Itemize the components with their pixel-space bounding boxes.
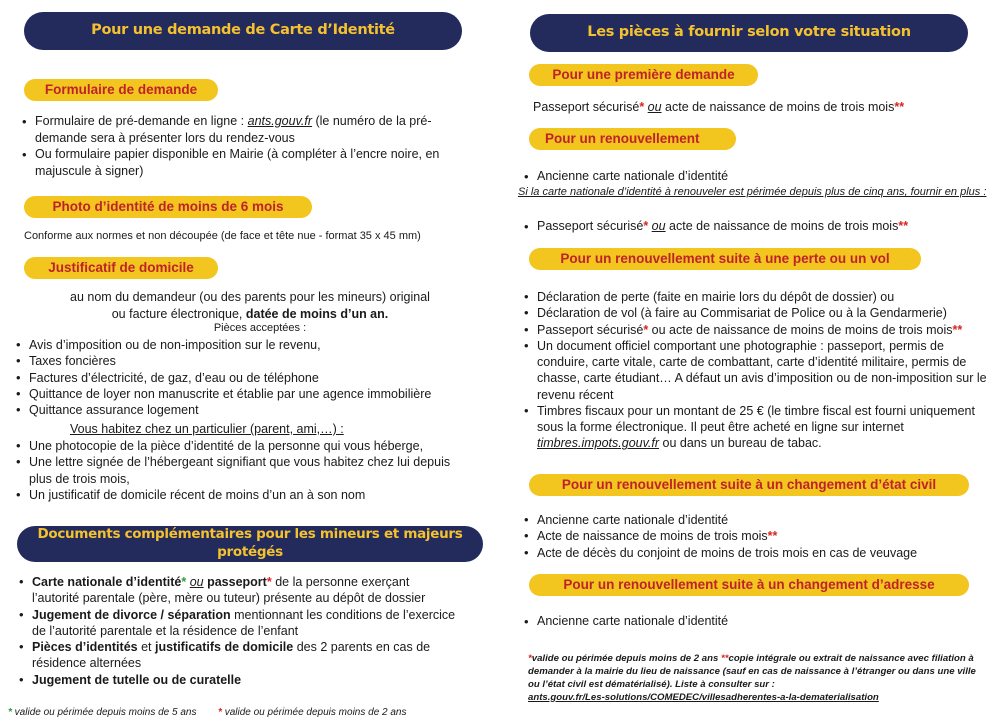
timbres-link[interactable]: timbres.impots.gouv.fr [537,436,660,451]
civil-list [522,512,992,561]
list-item: • Timbres fiscaux pour un montant de 25 € (le timbre fiscal est fourni uniquement sous la forme électronique. Il peut être acheté en ligne sur internet timbres.impots.gouv.fr ou dans un bureau de tabac. [522,403,992,452]
accepted-label: Pièces acceptées : [213,322,307,334]
perte-title: Pour un renouvellement suite à une perte ou un vol [529,248,921,270]
domicile-list [14,337,484,418]
premiere-text: Passeport sécurisé* ou acte de naissance de moins de trois mois** [533,100,905,114]
renouv-list [522,168,982,185]
list-item: • Une lettre signée de l’hébergeant signifiant que vous habitez chez lui depuis plus de trois mois, [14,454,459,487]
formulaire-list [20,113,460,179]
list-item: • Carte nationale d’identité* ou passeport* de la personne exerçant l’autorité parentale (père, mère ou tuteur) présente au dépôt de dossier [17,574,457,607]
adresse-title: Pour un renouvellement suite à un changement d’adresse [529,574,969,596]
chez-list [14,438,459,503]
list-item: • Passeport sécurisé* ou acte de naissance de moins de trois mois** [522,218,992,235]
list-item: • Passeport sécurisé* ou acte de naissance de moins de moins de trois mois** [522,322,992,338]
domicile-intro: au nom du demandeur (ou des parents pour les mineurs) original ou facture électronique, datée de moins d’un an. [70,290,430,321]
list-item: • Ancienne carte nationale d’identité [522,613,992,630]
comedec-link[interactable]: ants.gouv.fr/Les-solutions/COMEDEC/villesadherentes-a-la-dematerialisation [528,691,879,703]
list-item: • Un justificatif de domicile récent de moins d’un an à son nom [14,487,459,503]
list-item: • Factures d’électricité, de gaz, d’eau ou de téléphone [14,370,484,386]
left-footnote: * valide ou périmée depuis moins de 5 ans * valide ou périmée depuis moins de 2 ans [8,707,407,718]
complementaires-list [17,574,457,688]
list-item: • Pièces d’identités et justificatifs de domicile des 2 parents en cas de résidence alternées [17,639,457,672]
list-item: • Ancienne carte nationale d’identité [522,168,982,185]
list-item: • Quittance de loyer non manuscrite et établie par une agence immobilière [14,386,484,402]
list-item: • Formulaire de pré-demande en ligne : ants.gouv.fr (le numéro de la pré-demande sera à présenter lors du rendez-vous [20,113,460,146]
left-header: Pour une demande de Carte d’Identité [24,12,462,50]
civil-title: Pour un renouvellement suite à un changement d’état civil [529,474,969,496]
list-item: • Ancienne carte nationale d’identité [522,512,992,528]
right-footnote: *valide ou périmée depuis moins de 2 ans **copie intégrale ou extrait de naissance avec filiation à demander à la mairie du lieu de naissance (sauf en cas de naissance à l’étranger ou dans une ville ou l’état civil est dématérialisé). Liste à consulter sur : ants.gouv.fr/Les-solutions/COMEDEC/villesadherentes-a-la-dematerialisation [528,653,986,705]
list-item: • Jugement de divorce / séparation mentionnant les conditions de l’exercice de l’autorité parentale et la résidence de l’enfant [17,607,457,640]
list-item: • Une photocopie de la pièce d’identité de la personne qui vous héberge, [14,438,459,454]
list-item: • Acte de décès du conjoint de moins de trois mois en cas de veuvage [522,545,992,561]
renouv-list-2 [522,218,992,235]
premiere-title: Pour une première demande [529,64,758,86]
list-item: • Un document officiel comportant une photographie : passeport, permis de conduire, carte vitale, carte de combattant, carte d’identité militaire, permis de chasse, carte étudiant… A défaut un avis d’imposition ou de non-imposition sur le revenu récent [522,338,992,403]
formulaire-title: Formulaire de demande [24,79,218,101]
list-item: • Jugement de tutelle ou de curatelle [17,672,457,688]
photo-title: Photo d’identité de moins de 6 mois [24,196,312,218]
renouv-title: Pour un renouvellement [529,128,736,150]
ants-link[interactable]: ants.gouv.fr [247,114,313,128]
chez-particulier: Vous habitez chez un particulier (parent, ami,…) : [70,422,344,436]
perte-list [522,289,992,452]
complementaires-header: Documents complémentaires pour les mineurs et majeurs protégés [17,526,483,562]
list-item: • Ou formulaire papier disponible en Mairie (à compléter à l’encre noire, en majuscule à signer) [20,146,460,179]
domicile-title: Justificatif de domicile [24,257,218,279]
list-item: • Acte de naissance de moins de trois mois** [522,528,992,544]
adresse-list [522,613,992,630]
list-item: • Déclaration de vol (à faire au Commisariat de Police ou à la Gendarmerie) [522,305,992,321]
list-item: • Avis d’imposition ou de non-imposition sur le revenu, [14,337,484,353]
list-item: • Déclaration de perte (faite en mairie lors du dépôt de dossier) ou [522,289,992,305]
right-header: Les pièces à fournir selon votre situation [530,14,968,52]
list-item: • Taxes foncières [14,353,484,369]
list-item: • Quittance assurance logement [14,402,484,418]
renouv-note: Si la carte nationale d’identité à renouveler est périmée depuis plus de cinq ans, fournir en plus : [518,186,987,198]
photo-text: Conforme aux normes et non découpée (de face et tête nue - format 35 x 45 mm) [24,230,421,242]
